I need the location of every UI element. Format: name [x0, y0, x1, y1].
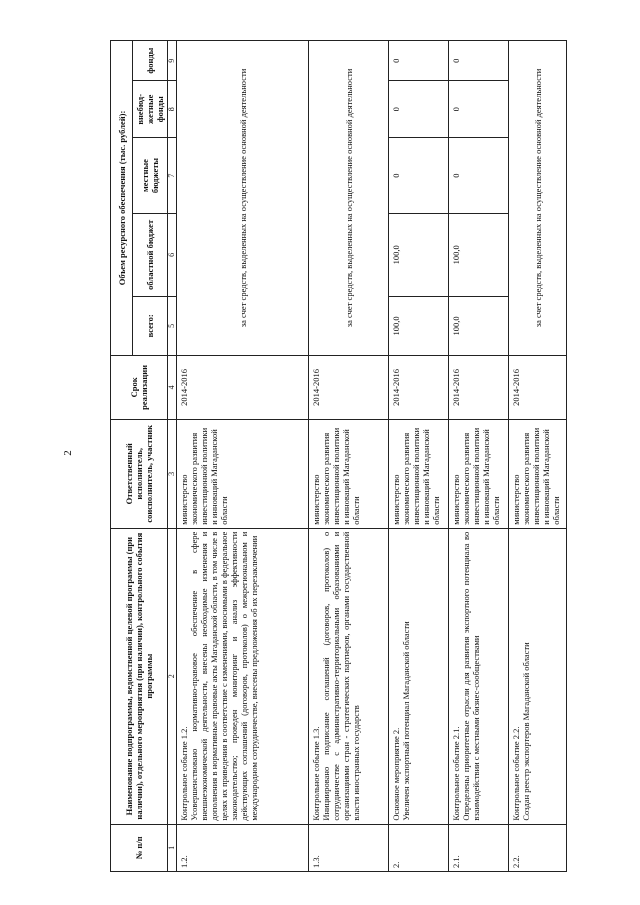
- row-funds: 0: [389, 41, 449, 81]
- row-description: [509, 528, 567, 824]
- row-text: Создан реестр экспортеров Магаданской области: [521, 642, 531, 821]
- row-term: 2014-2016: [389, 355, 449, 419]
- rotated-table-area: [110, 40, 561, 872]
- row-responsible: министерство экономического развития инвестиционной политики и инноваций Магаданской области: [449, 419, 509, 528]
- row-num: 1.3.: [309, 824, 389, 871]
- row-responsible: министерство экономического развития инвестиционной политики и инноваций Магаданской области: [389, 419, 449, 528]
- col-number: 9: [168, 41, 177, 81]
- table-row: [389, 41, 449, 872]
- resource-table: [110, 40, 567, 872]
- row-term: 2014-2016: [509, 355, 567, 419]
- row-funds: 0: [449, 41, 509, 81]
- row-text: Инициировано подписание соглашений (договоров, протоколов) о сотрудничестве с административно-территориальными образованиями и организациями стран - стратегических партнеров, органами государственной власти иностранных государств: [321, 531, 361, 821]
- row-description: [309, 528, 389, 824]
- col-number: 3: [168, 419, 177, 528]
- col-number: 1: [168, 824, 177, 871]
- col-number: 8: [168, 81, 177, 138]
- row-num: 2.1.: [449, 824, 509, 871]
- row-funding-note: за счет средств, выделенных на осуществление основной деятельности: [509, 41, 567, 356]
- row-title: Контрольное событие 2.2.: [511, 726, 521, 821]
- header-responsible: Ответственный исполнитель, соисполнитель, участник: [111, 419, 168, 528]
- table-row: [309, 41, 389, 872]
- row-funding-note: за счет средств, выделенных на осуществление основной деятельности: [309, 41, 389, 356]
- row-title: Контрольное событие 1.2.: [179, 726, 189, 821]
- row-term: 2014-2016: [449, 355, 509, 419]
- col-number: 5: [168, 296, 177, 355]
- row-responsible: министерство экономического развития инвестиционной политики и инноваций Магаданской области: [177, 419, 309, 528]
- row-regional: 100,0: [449, 213, 509, 296]
- col-number: 2: [168, 528, 177, 824]
- landscape-table-wrapper: [110, 40, 561, 872]
- row-regional: 100,0: [389, 213, 449, 296]
- row-num: 2.: [389, 824, 449, 871]
- row-title: Основное мероприятие 2.: [391, 727, 401, 821]
- header-regional: областной бюджет: [133, 213, 168, 296]
- row-local: 0: [389, 138, 449, 214]
- row-num: 1.2.: [177, 824, 309, 871]
- row-total: 100,0: [389, 296, 449, 355]
- table-row: [449, 41, 509, 872]
- row-description: [389, 528, 449, 824]
- header-extrabudget: внебюд-жетные фонды: [133, 81, 168, 138]
- row-extrabudget: 0: [389, 81, 449, 138]
- row-local: 0: [449, 138, 509, 214]
- row-responsible: министерство экономического развития инвестиционной политики и инноваций Магаданской области: [509, 419, 567, 528]
- header-resource: Объем ресурсного обеспечения (тыс. рублей):: [111, 41, 133, 356]
- row-title: Контрольное событие 2.1.: [451, 726, 461, 821]
- header-funds: фонды: [133, 41, 168, 81]
- row-term: 2014-2016: [177, 355, 309, 419]
- row-responsible: министерство экономического развития инвестиционной политики и инноваций Магаданской области: [309, 419, 389, 528]
- row-text: Усовершенствовано нормативно-правовое обеспечение в сфере внешнеэкономической деятельности, внесены необходимые изменения и дополнения в нормативные правовые акты Магаданской области, в том числе в целях их приведения в соответствие с изменениями, вносимыми в федеральное законодательство; проведен мониторинг и анализ эффективности действующих соглашений (договоров, протоколов) о межрегиональном и международном сотрудничестве, внесены предложения об их перезаключении: [189, 531, 259, 821]
- row-total: 100,0: [449, 296, 509, 355]
- row-text: Увеличен экспортный потенциал Магаданской области: [401, 621, 411, 821]
- col-number: 4: [168, 355, 177, 419]
- page-number: 2: [62, 450, 74, 456]
- row-num: 2.2.: [509, 824, 567, 871]
- row-description: [177, 528, 309, 824]
- row-extrabudget: 0: [449, 81, 509, 138]
- row-term: 2014-2016: [309, 355, 389, 419]
- row-funding-note: за счет средств, выделенных на осуществление основной деятельности: [177, 41, 309, 356]
- header-num: № п/п: [111, 824, 168, 871]
- row-text: Определены приоритетные отрасли для развития экспортного потенциала во взаимодействии с местными бизнес-сообществами: [461, 531, 481, 821]
- row-title: Контрольное событие 1.3.: [311, 726, 321, 821]
- header-term: Срок реализации: [111, 355, 168, 419]
- table-row: [509, 41, 567, 872]
- col-number: 6: [168, 213, 177, 296]
- col-number: 7: [168, 138, 177, 214]
- header-name: Наименование подпрограммы, ведомственной целевой программы (при наличии), отдельного мероприятия (при наличии), контрольного события программы: [111, 528, 168, 824]
- header-local: местные бюджеты: [133, 138, 168, 214]
- row-description: [449, 528, 509, 824]
- table-row: [177, 41, 309, 872]
- header-total: всего:: [133, 296, 168, 355]
